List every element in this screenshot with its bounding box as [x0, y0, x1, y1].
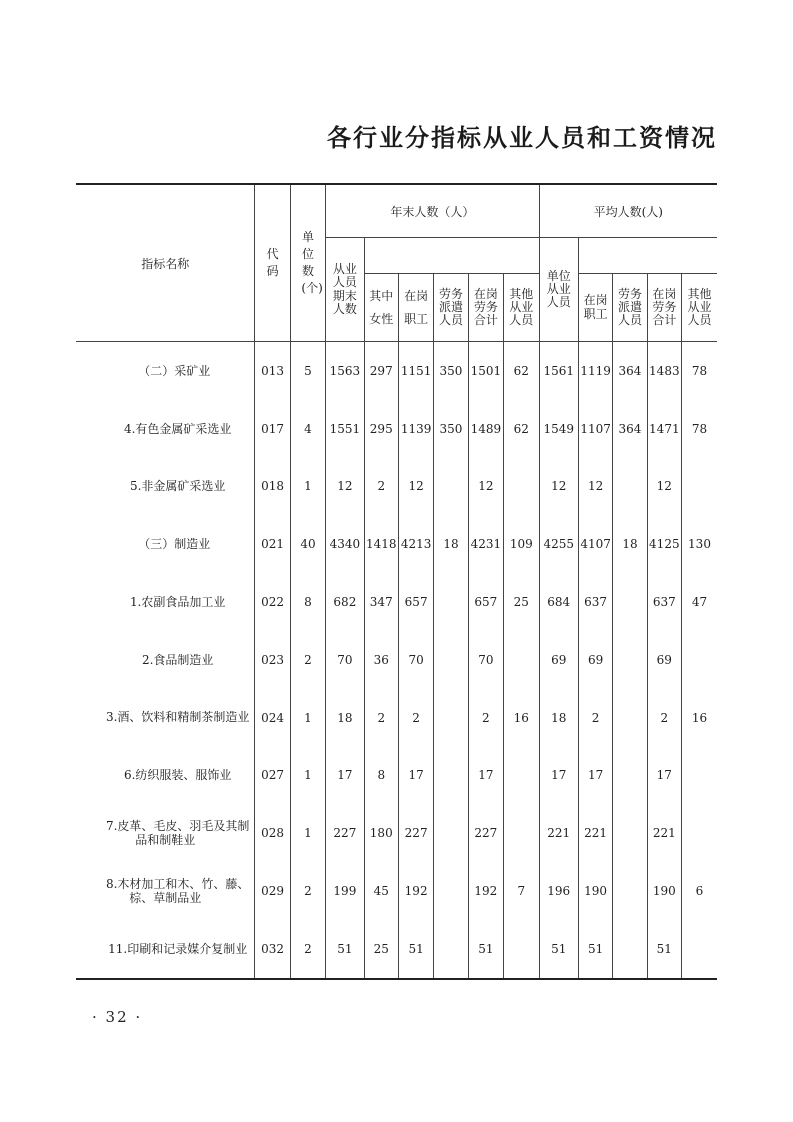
table-row [76, 862, 717, 920]
row-code: 021 [255, 515, 290, 573]
row-ye-staff: 2 [398, 689, 433, 747]
row-ye-female: 1418 [364, 515, 398, 573]
header-ye-other: 其他从业人员 [504, 274, 539, 342]
row-name: 1.农副食品加工业 [76, 573, 255, 631]
row-code: 032 [255, 920, 290, 979]
row-ye-onduty-total: 1501 [468, 342, 503, 400]
table-row [76, 515, 717, 573]
row-ye-total: 18 [326, 689, 364, 747]
row-av-staff: 1119 [578, 342, 612, 400]
row-ye-staff: 17 [398, 747, 433, 805]
row-code: 018 [255, 458, 290, 516]
row-ye-staff: 4213 [398, 515, 433, 573]
row-ye-onduty-total: 70 [468, 631, 503, 689]
row-ye-female: 295 [364, 400, 398, 458]
row-ye-female: 45 [364, 862, 398, 920]
row-name: 4.有色金属矿采选业 [76, 400, 255, 458]
row-av-staff: 12 [578, 458, 612, 516]
table-row [76, 573, 717, 631]
row-ye-dispatch [434, 631, 468, 689]
row-ye-staff: 227 [398, 804, 433, 862]
row-ye-onduty-total: 1489 [468, 400, 503, 458]
row-av-dispatch [613, 747, 647, 805]
row-name: （二）采矿业 [76, 342, 255, 400]
header-year-end-group: 年末人数（人） [326, 184, 539, 238]
row-av-onduty-total: 637 [647, 573, 681, 631]
row-units: 1 [290, 747, 325, 805]
row-units: 8 [290, 573, 325, 631]
row-name: （三）制造业 [76, 515, 255, 573]
row-av-total: 18 [539, 689, 578, 747]
row-ye-dispatch: 350 [434, 400, 468, 458]
row-av-staff: 221 [578, 804, 612, 862]
row-av-dispatch [613, 631, 647, 689]
row-av-total: 12 [539, 458, 578, 516]
row-ye-onduty-total: 4231 [468, 515, 503, 573]
row-ye-other: 25 [504, 573, 539, 631]
row-av-onduty-total: 12 [647, 458, 681, 516]
row-av-staff: 69 [578, 631, 612, 689]
row-code: 022 [255, 573, 290, 631]
table-row [76, 458, 717, 516]
row-av-dispatch [613, 573, 647, 631]
row-units: 2 [290, 920, 325, 979]
row-code: 028 [255, 804, 290, 862]
row-ye-other [504, 458, 539, 516]
row-ye-staff: 192 [398, 862, 433, 920]
row-av-onduty-total: 69 [647, 631, 681, 689]
row-av-total: 17 [539, 747, 578, 805]
row-av-onduty-total: 190 [647, 862, 681, 920]
row-ye-dispatch [434, 689, 468, 747]
row-ye-female: 347 [364, 573, 398, 631]
row-ye-onduty-total: 12 [468, 458, 503, 516]
row-ye-female: 25 [364, 920, 398, 979]
row-ye-total: 4340 [326, 515, 364, 573]
row-name: 11.印刷和记录媒介复制业 [76, 920, 255, 979]
header-ye-female: 其中女性 [364, 274, 398, 342]
row-av-other [682, 631, 718, 689]
row-name: 6.纺织服装、服饰业 [76, 747, 255, 805]
row-ye-other: 62 [504, 342, 539, 400]
header-code: 代码 [255, 184, 290, 342]
row-ye-dispatch: 350 [434, 342, 468, 400]
row-ye-other: 16 [504, 689, 539, 747]
row-av-dispatch [613, 920, 647, 979]
row-av-onduty-total: 1483 [647, 342, 681, 400]
row-av-dispatch: 364 [613, 342, 647, 400]
row-ye-total: 12 [326, 458, 364, 516]
row-ye-dispatch [434, 862, 468, 920]
row-code: 017 [255, 400, 290, 458]
row-ye-total: 51 [326, 920, 364, 979]
row-units: 1 [290, 689, 325, 747]
row-ye-dispatch [434, 920, 468, 979]
header-av-onduty-total: 在岗劳务合计 [647, 274, 681, 342]
row-units: 5 [290, 342, 325, 400]
row-ye-onduty-total: 227 [468, 804, 503, 862]
row-av-other [682, 804, 718, 862]
row-av-total: 221 [539, 804, 578, 862]
table-row [76, 920, 717, 979]
row-av-total: 684 [539, 573, 578, 631]
row-ye-total: 1551 [326, 400, 364, 458]
header-ye-spacer [364, 238, 539, 274]
header-av-other: 其他从业人员 [682, 274, 718, 342]
row-units: 1 [290, 804, 325, 862]
row-av-onduty-total: 1471 [647, 400, 681, 458]
row-av-total: 196 [539, 862, 578, 920]
row-units: 4 [290, 400, 325, 458]
row-code: 023 [255, 631, 290, 689]
header-average-group: 平均人数(人) [539, 184, 717, 238]
row-code: 029 [255, 862, 290, 920]
row-av-other: 78 [682, 400, 718, 458]
row-av-other: 130 [682, 515, 718, 573]
row-av-onduty-total: 4125 [647, 515, 681, 573]
header-ye-staff: 在岗职工 [398, 274, 433, 342]
row-av-other: 16 [682, 689, 718, 747]
row-ye-female: 297 [364, 342, 398, 400]
row-ye-staff: 51 [398, 920, 433, 979]
row-av-staff: 1107 [578, 400, 612, 458]
row-ye-other: 7 [504, 862, 539, 920]
row-ye-total: 70 [326, 631, 364, 689]
header-ye-dispatch: 劳务派遣人员 [434, 274, 468, 342]
header-av-total: 单位从业人员 [539, 238, 578, 342]
row-units: 40 [290, 515, 325, 573]
row-av-other: 6 [682, 862, 718, 920]
row-av-dispatch: 364 [613, 400, 647, 458]
row-ye-onduty-total: 2 [468, 689, 503, 747]
row-ye-other: 62 [504, 400, 539, 458]
row-ye-dispatch [434, 458, 468, 516]
header-av-dispatch: 劳务派遣人员 [613, 274, 647, 342]
table-row [76, 400, 717, 458]
row-av-total: 4255 [539, 515, 578, 573]
header-av-spacer [578, 238, 717, 274]
row-ye-female: 2 [364, 689, 398, 747]
row-units: 2 [290, 631, 325, 689]
row-av-onduty-total: 2 [647, 689, 681, 747]
row-ye-female: 2 [364, 458, 398, 516]
row-av-staff: 4107 [578, 515, 612, 573]
table-row [76, 342, 717, 400]
row-av-dispatch [613, 804, 647, 862]
row-av-dispatch [613, 689, 647, 747]
row-ye-total: 1563 [326, 342, 364, 400]
row-av-staff: 637 [578, 573, 612, 631]
row-ye-other [504, 920, 539, 979]
row-av-onduty-total: 221 [647, 804, 681, 862]
table-row [76, 689, 717, 747]
row-code: 013 [255, 342, 290, 400]
page-number: · 32 · [92, 1008, 143, 1026]
row-units: 1 [290, 458, 325, 516]
row-av-staff: 190 [578, 862, 612, 920]
row-name: 8.木材加工和木、竹、藤、棕、草制品业 [76, 862, 255, 920]
employment-table [76, 183, 717, 980]
row-av-total: 1549 [539, 400, 578, 458]
table-row [76, 631, 717, 689]
row-av-total: 1561 [539, 342, 578, 400]
header-units: 单位数(个) [290, 184, 325, 342]
row-code: 027 [255, 747, 290, 805]
row-av-dispatch [613, 862, 647, 920]
row-av-dispatch: 18 [613, 515, 647, 573]
row-av-other: 78 [682, 342, 718, 400]
row-name: 3.酒、饮料和精制茶制造业 [76, 689, 255, 747]
row-name: 5.非金属矿采选业 [76, 458, 255, 516]
page-title: 各行业分指标从业人员和工资情况 [327, 123, 717, 152]
row-ye-other: 109 [504, 515, 539, 573]
row-ye-female: 8 [364, 747, 398, 805]
header-ye-onduty-total: 在岗劳务合计 [468, 274, 503, 342]
row-av-total: 69 [539, 631, 578, 689]
row-ye-dispatch [434, 573, 468, 631]
row-ye-onduty-total: 192 [468, 862, 503, 920]
row-ye-female: 36 [364, 631, 398, 689]
row-code: 024 [255, 689, 290, 747]
table-row [76, 804, 717, 862]
row-ye-total: 17 [326, 747, 364, 805]
row-ye-dispatch: 18 [434, 515, 468, 573]
row-av-staff: 17 [578, 747, 612, 805]
row-av-other: 47 [682, 573, 718, 631]
header-ye-total: 从业人员期末人数 [326, 238, 364, 342]
row-ye-dispatch [434, 804, 468, 862]
row-ye-staff: 12 [398, 458, 433, 516]
row-av-dispatch [613, 458, 647, 516]
row-ye-staff: 657 [398, 573, 433, 631]
row-ye-onduty-total: 657 [468, 573, 503, 631]
row-ye-total: 199 [326, 862, 364, 920]
row-ye-female: 180 [364, 804, 398, 862]
row-ye-other [504, 631, 539, 689]
row-av-onduty-total: 17 [647, 747, 681, 805]
table-row [76, 747, 717, 805]
row-av-onduty-total: 51 [647, 920, 681, 979]
row-av-other [682, 458, 718, 516]
row-ye-staff: 1151 [398, 342, 433, 400]
row-ye-dispatch [434, 747, 468, 805]
row-av-staff: 51 [578, 920, 612, 979]
row-ye-total: 682 [326, 573, 364, 631]
row-ye-onduty-total: 51 [468, 920, 503, 979]
row-av-total: 51 [539, 920, 578, 979]
row-av-staff: 2 [578, 689, 612, 747]
row-name: 2.食品制造业 [76, 631, 255, 689]
header-av-staff: 在岗职工 [578, 274, 612, 342]
row-ye-other [504, 747, 539, 805]
row-ye-total: 227 [326, 804, 364, 862]
row-av-other [682, 747, 718, 805]
row-ye-other [504, 804, 539, 862]
row-av-other [682, 920, 718, 979]
row-units: 2 [290, 862, 325, 920]
header-indicator: 指标名称 [76, 184, 255, 342]
row-ye-staff: 70 [398, 631, 433, 689]
row-name: 7.皮革、毛皮、羽毛及其制品和制鞋业 [76, 804, 255, 862]
row-ye-onduty-total: 17 [468, 747, 503, 805]
row-ye-staff: 1139 [398, 400, 433, 458]
